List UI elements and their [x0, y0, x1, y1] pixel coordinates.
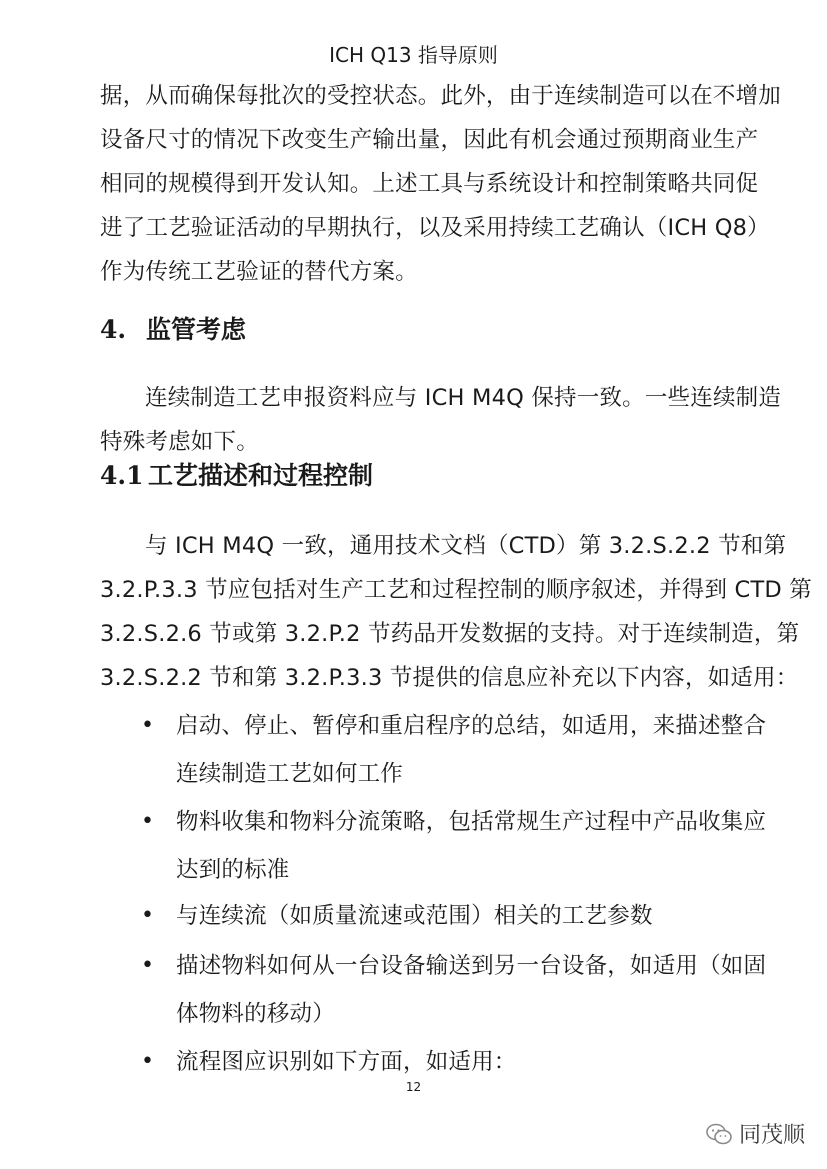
paragraph-line: 3.2.S.2.2 节和第 3.2.P.3.3 节提供的信息应补充以下内容，如适用： [100, 665, 799, 691]
bullet-item [176, 892, 756, 940]
section-4-1-heading [100, 458, 373, 494]
paragraph-line: 3.2.P.3.3 节应包括对生产工艺和过程控制的顺序叙述，并得到 CTD 第 [100, 577, 812, 603]
paragraph-line: 据，从而确保每批次的受控状态。此外，由于连续制造可以在不增加 [100, 83, 782, 109]
section-title: 工艺描述和过程控制 [148, 461, 374, 490]
bullet-marker: • [141, 713, 154, 738]
page-header: ICH Q13 指导原则 [329, 43, 498, 67]
section-4-paragraph [100, 376, 782, 464]
bullet-item [176, 702, 767, 798]
bullet-line: 与连续流（如质量流速或范围）相关的工艺参数 [176, 903, 653, 929]
paragraph-line: 相同的规模得到开发认知。上述工具与系统设计和控制策略共同促 [100, 171, 759, 197]
section-number: 4.1 [100, 461, 144, 490]
paragraph-line: 与 ICH M4Q 一致，通用技术文档（CTD）第 3.2.S.2.2 节和第 [145, 533, 787, 559]
bullet-line: 描述物料如何从一台设备输送到另一台设备，如适用（如固 [176, 953, 767, 979]
page-number: 12 [405, 1080, 422, 1094]
bullet-marker: • [141, 809, 154, 834]
bullet-item [176, 942, 767, 1038]
bullet-line: 启动、停止、暂停和重启程序的总结，如适用，来描述整合 [176, 713, 767, 739]
bullet-line: 连续制造工艺如何工作 [176, 761, 404, 787]
paragraph-line: 设备尺寸的情况下改变生产输出量，因此有机会通过预期商业生产 [100, 127, 759, 153]
paragraph-line: 特殊考虑如下。 [100, 429, 259, 455]
watermark [705, 1118, 805, 1149]
paragraph-line: 进了工艺验证活动的早期执行，以及采用持续工艺确认（ICH Q8） [100, 215, 770, 241]
bullet-marker: • [141, 953, 154, 978]
section-title: 监管考虑 [146, 315, 247, 344]
bullet-item [176, 798, 767, 894]
wechat-icon [705, 1122, 733, 1146]
bullet-line: 物料收集和物料分流策略，包括常规生产过程中产品收集应 [176, 809, 767, 835]
bullet-line: 达到的标准 [176, 857, 290, 883]
section-4-1-paragraph [100, 524, 812, 700]
bullet-marker: • [141, 1049, 154, 1074]
bullet-line: 流程图应识别如下方面，如适用： [176, 1049, 517, 1075]
bullet-marker: • [141, 903, 154, 928]
paragraph-line: 连续制造工艺申报资料应与 ICH M4Q 保持一致。一些连续制造 [145, 385, 782, 411]
section-number: 4. [100, 315, 127, 344]
paragraph-line: 3.2.S.2.6 节或第 3.2.P.2 节药品开发数据的支持。对于连续制造，第 [100, 621, 800, 647]
watermark-text: 同茂顺 [738, 1123, 805, 1148]
section-4-heading [100, 312, 246, 348]
paragraph-line: 作为传统工艺验证的替代方案。 [100, 259, 418, 285]
bullet-line: 体物料的移动） [176, 1001, 335, 1027]
intro-paragraph [100, 74, 782, 294]
